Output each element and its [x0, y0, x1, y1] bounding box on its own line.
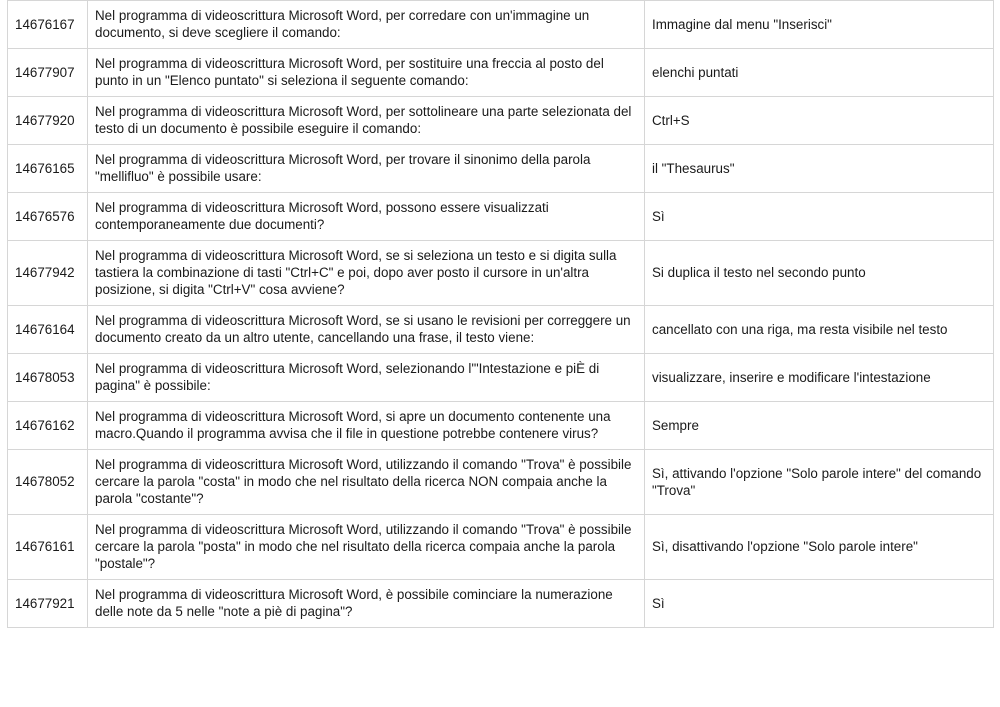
answer-text: Sì, attivando l'opzione "Solo parole intere" del comando "Trova" — [645, 450, 994, 515]
table-row — [8, 1, 994, 49]
table-row — [8, 515, 994, 580]
question-id: 14677920 — [8, 97, 88, 145]
question-table — [7, 0, 994, 628]
question-text: Nel programma di videoscrittura Microsoft Word, per trovare il sinonimo della parola "mellifluo" è possibile usare: — [88, 145, 645, 193]
table-row — [8, 402, 994, 450]
answer-text: elenchi puntati — [645, 49, 994, 97]
table-row — [8, 145, 994, 193]
question-text: Nel programma di videoscrittura Microsoft Word, se si seleziona un testo e si digita sulla tastiera la combinazione di tasti "Ctrl+C" e poi, dopo aver posto il cursore in un'altra posizione, si digita "Ctrl+V" cosa avviene? — [88, 241, 645, 306]
answer-text: Sempre — [645, 402, 994, 450]
answer-text: il "Thesaurus" — [645, 145, 994, 193]
table-row — [8, 580, 994, 628]
question-id: 14676576 — [8, 193, 88, 241]
question-text: Nel programma di videoscrittura Microsoft Word, utilizzando il comando "Trova" è possibile cercare la parola "posta" in modo che nel risultato della ricerca compaia anche la parola "postale"? — [88, 515, 645, 580]
table-row — [8, 354, 994, 402]
question-text: Nel programma di videoscrittura Microsoft Word, per corredare con un'immagine un documento, si deve scegliere il comando: — [88, 1, 645, 49]
question-id: 14676162 — [8, 402, 88, 450]
question-id: 14677942 — [8, 241, 88, 306]
answer-text: Immagine dal menu "Inserisci" — [645, 1, 994, 49]
question-id: 14676167 — [8, 1, 88, 49]
answer-text: Sì, disattivando l'opzione "Solo parole intere" — [645, 515, 994, 580]
table-row — [8, 193, 994, 241]
table-row — [8, 450, 994, 515]
answer-text: visualizzare, inserire e modificare l'intestazione — [645, 354, 994, 402]
table-row — [8, 49, 994, 97]
question-id: 14678053 — [8, 354, 88, 402]
answer-text: Si duplica il testo nel secondo punto — [645, 241, 994, 306]
table-row — [8, 306, 994, 354]
table-row — [8, 241, 994, 306]
question-text: Nel programma di videoscrittura Microsoft Word, se si usano le revisioni per correggere un documento creato da un altro utente, cancellando una frase, il testo viene: — [88, 306, 645, 354]
question-text: Nel programma di videoscrittura Microsoft Word, è possibile cominciare la numerazione delle note da 5 nelle "note a piè di pagina"? — [88, 580, 645, 628]
question-id: 14676161 — [8, 515, 88, 580]
question-id: 14676165 — [8, 145, 88, 193]
answer-text: Ctrl+S — [645, 97, 994, 145]
table-row — [8, 97, 994, 145]
question-id: 14678052 — [8, 450, 88, 515]
question-text: Nel programma di videoscrittura Microsoft Word, per sottolineare una parte selezionata del testo di un documento è possibile eseguire il comando: — [88, 97, 645, 145]
question-text: Nel programma di videoscrittura Microsoft Word, possono essere visualizzati contemporaneamente due documenti? — [88, 193, 645, 241]
question-text: Nel programma di videoscrittura Microsoft Word, si apre un documento contenente una macro.Quando il programma avvisa che il file in questione potrebbe contenere virus? — [88, 402, 645, 450]
question-text: Nel programma di videoscrittura Microsoft Word, per sostituire una freccia al posto del punto in un "Elenco puntato" si seleziona il seguente comando: — [88, 49, 645, 97]
question-id: 14676164 — [8, 306, 88, 354]
question-text: Nel programma di videoscrittura Microsoft Word, selezionando l'"Intestazione e piÈ di pagina" è possibile: — [88, 354, 645, 402]
question-id: 14677921 — [8, 580, 88, 628]
answer-text: Sì — [645, 580, 994, 628]
answer-text: Sì — [645, 193, 994, 241]
question-table-sheet — [7, 0, 993, 628]
question-text: Nel programma di videoscrittura Microsoft Word, utilizzando il comando "Trova" è possibile cercare la parola "costa" in modo che nel risultato della ricerca NON compaia anche la parola "costante"? — [88, 450, 645, 515]
question-id: 14677907 — [8, 49, 88, 97]
answer-text: cancellato con una riga, ma resta visibile nel testo — [645, 306, 994, 354]
